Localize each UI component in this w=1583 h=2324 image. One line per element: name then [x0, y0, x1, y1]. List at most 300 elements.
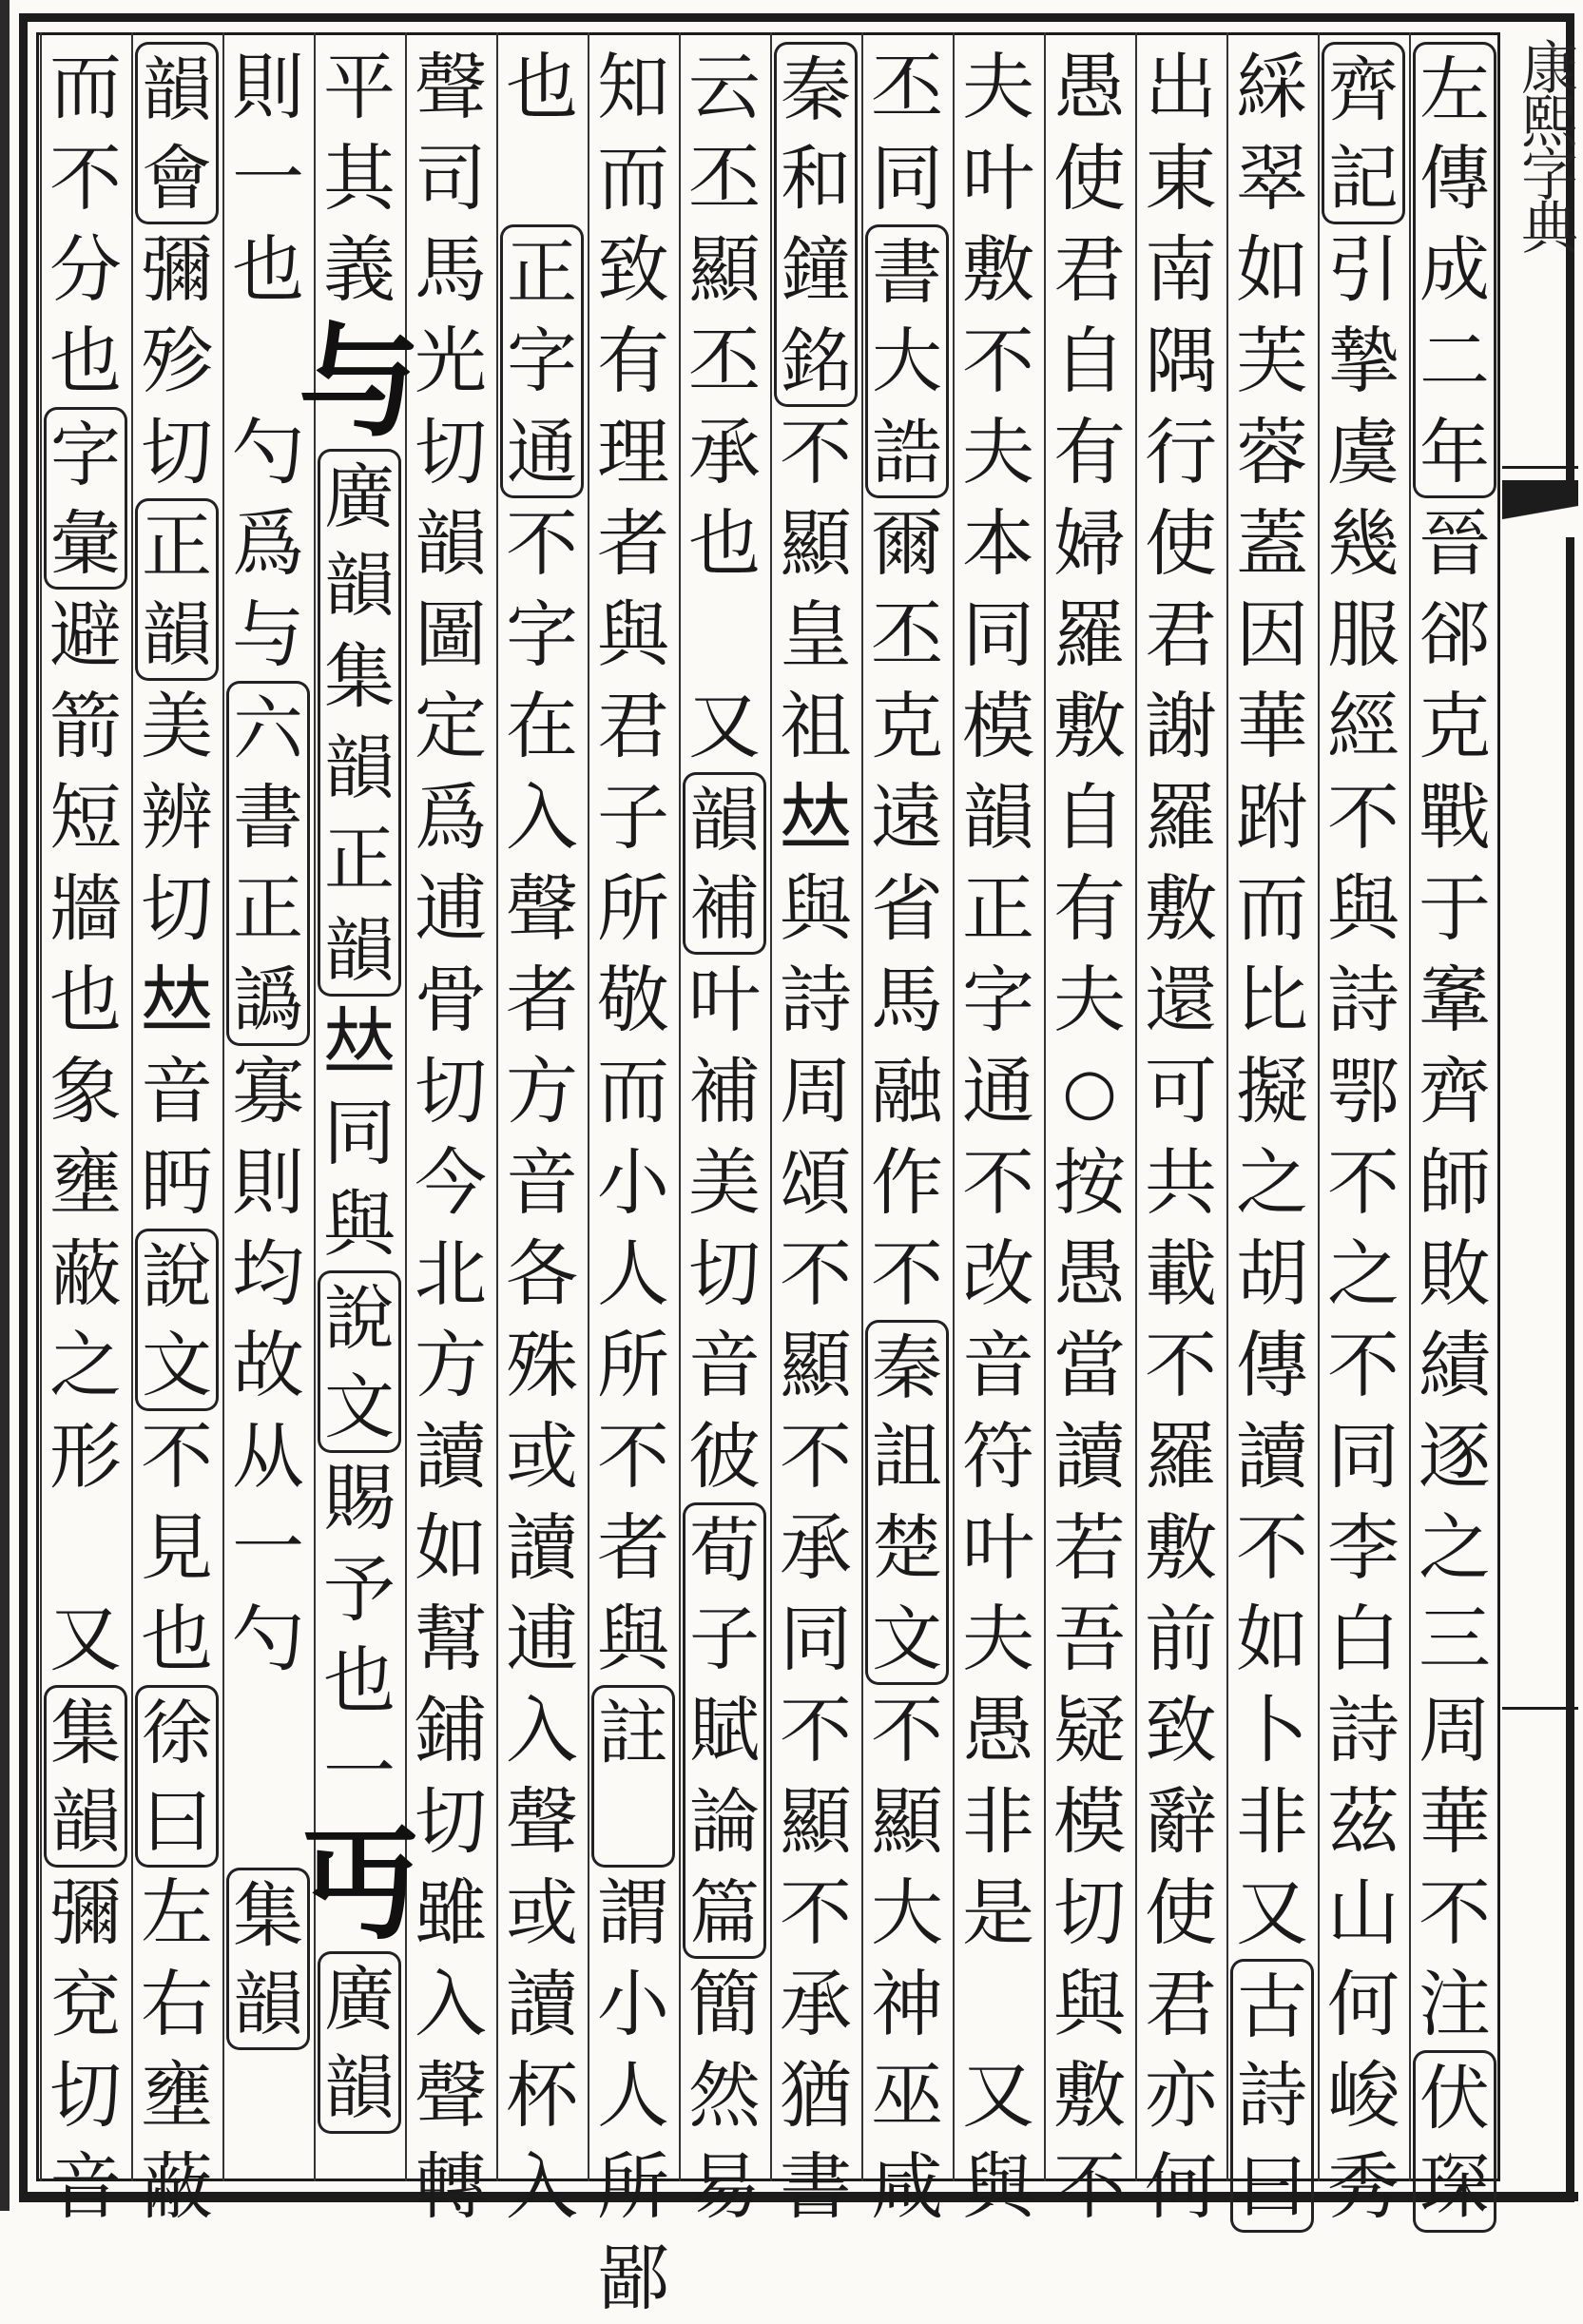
- source-citation-char: 集: [226, 1868, 310, 1959]
- text-char: 牆: [49, 866, 122, 951]
- text-char: 鋪: [415, 1688, 487, 1772]
- spacer: [222, 1776, 314, 1868]
- text-char: 也: [506, 45, 578, 129]
- text-char: 眄: [141, 1140, 213, 1225]
- text-char: 敗: [1419, 1231, 1491, 1316]
- text-char: 而: [597, 136, 669, 221]
- text-char: 敷: [1053, 684, 1126, 768]
- text-char: 致: [597, 227, 669, 312]
- text-char: 共: [1145, 1140, 1217, 1225]
- text-char: 之: [1236, 1140, 1308, 1225]
- text-char: 与: [232, 592, 304, 677]
- text-char: 入: [506, 2144, 578, 2229]
- text-char: 各: [506, 1231, 578, 1316]
- text-char: 寡: [232, 1049, 304, 1133]
- text-char: 巫: [871, 2053, 943, 2138]
- text-char: 切: [688, 1231, 761, 1316]
- source-citation-char: 子: [683, 1594, 766, 1685]
- text-char: 叶: [688, 958, 761, 1042]
- fish-tail-mark: [1502, 480, 1578, 537]
- text-char: 右: [141, 1962, 213, 2046]
- source-citation-char: 琛: [1413, 2141, 1496, 2233]
- text-char: 光: [415, 319, 487, 403]
- text-char: 傳: [1236, 1323, 1308, 1407]
- source-citation-char: 鐘: [774, 224, 858, 316]
- text-char: 或: [506, 1414, 578, 1499]
- text-char: 補: [688, 1049, 761, 1133]
- text-char: 不: [1419, 1870, 1491, 1955]
- text-char: 若: [1053, 1505, 1126, 1590]
- source-citation-char: 齊: [1322, 42, 1405, 133]
- text-column: [861, 42, 953, 2233]
- text-char: 夫: [962, 410, 1034, 494]
- text-char: 咸: [871, 2144, 943, 2229]
- text-char: 山: [1327, 1870, 1400, 1955]
- text-char: 爲: [232, 501, 304, 586]
- text-char: 音: [688, 1323, 761, 1407]
- text-char: 祖: [780, 684, 852, 768]
- text-char: 兗: [49, 1962, 122, 2046]
- source-citation-char: 韻: [226, 1959, 310, 2050]
- text-char: 卜: [1236, 1688, 1308, 1772]
- source-citation-char: 古: [1230, 1959, 1314, 2050]
- text-char: 則: [232, 45, 304, 129]
- text-char: 有: [1053, 866, 1126, 951]
- text-char: 辭: [1145, 1779, 1217, 1864]
- text-char: 北: [415, 1231, 487, 1316]
- text-char: 不: [780, 1414, 852, 1499]
- source-citation-char: 字: [500, 316, 584, 407]
- text-char: 君: [1145, 1962, 1217, 2046]
- text-column: [1226, 42, 1318, 2233]
- text-char: 不: [871, 1688, 943, 1772]
- source-citation-char: 韻: [135, 42, 219, 133]
- source-citation-char: 說: [318, 1270, 401, 1362]
- text-char: 也: [688, 501, 761, 586]
- text-char: 而: [1236, 866, 1308, 951]
- text-char: 不: [780, 1231, 852, 1316]
- margin-title: 康熙字典: [1512, 38, 1578, 251]
- text-char: 而: [49, 45, 122, 129]
- text-char: 胡: [1236, 1231, 1308, 1316]
- text-char: 有: [1053, 410, 1126, 494]
- text-char: 聲: [506, 1779, 578, 1864]
- text-char: 承: [688, 410, 761, 494]
- text-char: 壅: [49, 1140, 122, 1225]
- source-citation-char: 曰: [1230, 2141, 1314, 2233]
- text-char: 形: [49, 1414, 122, 1499]
- source-citation-char: 文: [318, 1362, 401, 1453]
- headword: 与: [298, 311, 420, 454]
- text-column: [40, 42, 131, 2233]
- text-char: 讀: [1053, 1414, 1126, 1499]
- text-column: [298, 42, 420, 2134]
- text-char: 轉: [415, 2144, 487, 2229]
- text-char: 圖: [415, 592, 487, 677]
- text-char: 切: [49, 2053, 122, 2138]
- source-citation-char: 文: [865, 1594, 949, 1685]
- source-citation-char: 韻: [683, 772, 766, 863]
- text-char: ○: [1062, 1055, 1117, 1128]
- text-char: 比: [1236, 958, 1308, 1042]
- text-char: 切: [415, 1049, 487, 1133]
- text-char: 敷: [1053, 2053, 1126, 2138]
- text-char: 戰: [1419, 775, 1491, 860]
- text-char: 顯: [780, 501, 852, 586]
- source-citation-char: 左: [1413, 42, 1496, 133]
- text-char: 爾: [871, 501, 943, 586]
- text-char: 虞: [1327, 410, 1400, 494]
- text-char: 李: [1327, 1505, 1400, 1590]
- text-char: 又: [688, 684, 761, 768]
- text-char: 顯: [780, 1323, 852, 1407]
- text-char: 省: [871, 866, 943, 951]
- text-char: 平: [323, 45, 396, 129]
- text-char: 還: [1145, 958, 1217, 1042]
- text-char: 丕: [688, 136, 761, 221]
- text-char: 師: [1419, 1140, 1491, 1225]
- text-char: 愚: [962, 1688, 1034, 1772]
- text-char: 又: [49, 1597, 122, 1681]
- source-citation-char: 詩: [1230, 2050, 1314, 2141]
- text-char: 也: [232, 227, 304, 312]
- text-char: 羅: [1145, 775, 1217, 860]
- text-char: 于: [1419, 866, 1491, 951]
- text-char: 齊: [1419, 1049, 1491, 1133]
- text-char: 敷: [962, 227, 1034, 312]
- text-char: 入: [506, 1688, 578, 1772]
- text-char: 小: [597, 1140, 669, 1225]
- text-char: 蔽: [141, 2144, 213, 2229]
- text-char: 本: [962, 501, 1034, 586]
- text-char: 服: [1327, 592, 1400, 677]
- text-char: 所: [597, 866, 669, 951]
- text-char: 理: [597, 410, 669, 494]
- text-char: 使: [1145, 1870, 1217, 1955]
- text-char: 義: [323, 227, 396, 312]
- text-char: 壅: [141, 2053, 213, 2138]
- text-char: 承: [780, 1505, 852, 1590]
- text-char: 不: [1145, 1323, 1217, 1407]
- text-char: 何: [1327, 1962, 1400, 2046]
- text-char: 周: [1419, 1688, 1491, 1772]
- text-char: 云: [688, 45, 761, 129]
- text-char: 知: [597, 45, 669, 129]
- text-char: 蓉: [1236, 410, 1308, 494]
- text-char: 殊: [506, 1323, 578, 1407]
- source-citation-char: 譌: [226, 955, 310, 1046]
- source-citation-char: 廣: [318, 1951, 401, 2043]
- text-char: 者: [597, 1505, 669, 1590]
- text-char: 克: [871, 684, 943, 768]
- text-char: 者: [597, 501, 669, 586]
- text-column: [1135, 42, 1226, 2233]
- text-char: 婦: [1053, 501, 1126, 586]
- source-citation-char: 伏: [1413, 2050, 1496, 2141]
- text-char: 音: [49, 2144, 122, 2229]
- text-char: 使: [1145, 501, 1217, 586]
- text-char: 不: [597, 1414, 669, 1499]
- text-char: 之: [1419, 1505, 1491, 1590]
- source-citation-char: 韻: [135, 590, 219, 681]
- margin-strip: [1500, 32, 1576, 2181]
- text-column: [1409, 42, 1500, 2233]
- text-char: 鄙: [597, 2236, 669, 2320]
- text-char: 切: [141, 410, 213, 494]
- text-char: 左: [141, 1870, 213, 1955]
- text-char: 非: [1236, 1779, 1308, 1864]
- source-citation-char: 徐: [135, 1685, 219, 1776]
- text-char: 有: [597, 319, 669, 403]
- text-char: 同: [1327, 1414, 1400, 1499]
- source-citation-char: 廣: [318, 449, 401, 540]
- text-char: 又: [1236, 1870, 1308, 1955]
- text-char: 方: [415, 1323, 487, 1407]
- text-char: 人: [597, 2053, 669, 2138]
- text-char: 切: [1053, 1870, 1126, 1955]
- text-char: 彌: [141, 227, 213, 312]
- text-char: 易: [688, 2144, 761, 2229]
- text-char: 不: [871, 1231, 943, 1316]
- text-char: 晉: [1419, 501, 1491, 586]
- text-char: 謝: [1145, 684, 1217, 768]
- text-char: 神: [871, 1962, 943, 2046]
- text-char: 詩: [780, 958, 852, 1042]
- text-char: 君: [597, 684, 669, 768]
- text-char: 華: [1419, 1779, 1491, 1864]
- text-char: 夫: [1053, 958, 1126, 1042]
- text-char: 謂: [597, 1870, 669, 1955]
- text-char: 顯: [780, 1779, 852, 1864]
- source-citation-char: 正: [500, 224, 584, 316]
- text-char: 與: [962, 2144, 1034, 2229]
- text-char: 見: [141, 1505, 213, 1590]
- text-column: [131, 42, 222, 2233]
- text-char: 南: [1145, 227, 1217, 312]
- text-char: 所: [597, 1323, 669, 1407]
- text-char: 詩: [1327, 1688, 1400, 1772]
- text-char: 杯: [506, 2053, 578, 2138]
- text-char: 同: [871, 136, 943, 221]
- text-char: 之: [1327, 1231, 1400, 1316]
- text-char: 箭: [49, 684, 122, 768]
- text-char: 秀: [1327, 2144, 1400, 2229]
- text-char: 正: [962, 866, 1034, 951]
- source-citation-char: 會: [135, 133, 219, 224]
- text-char: 切: [141, 866, 213, 951]
- text-char: 是: [962, 1870, 1034, 1955]
- text-char: 引: [1327, 227, 1400, 312]
- text-char: 改: [962, 1231, 1034, 1316]
- source-citation-char: [591, 1776, 675, 1868]
- margin-rule-top: [1502, 466, 1578, 469]
- source-citation-char: 秦: [774, 42, 858, 133]
- source-citation-char: 集: [44, 1685, 127, 1776]
- text-char: 與: [1327, 866, 1400, 951]
- text-char: 擬: [1236, 1049, 1308, 1133]
- text-char: 愚: [1053, 1231, 1126, 1316]
- text-char: 丕: [871, 592, 943, 677]
- text-char: 不: [780, 410, 852, 494]
- text-char: 叶: [962, 1505, 1034, 1590]
- source-citation-char: 誥: [865, 407, 949, 498]
- text-char: 不: [780, 1870, 852, 1955]
- text-char: 彼: [688, 1414, 761, 1499]
- source-citation-char: 正: [135, 498, 219, 590]
- text-char: 蔽: [49, 1231, 122, 1316]
- source-citation-char: 書: [865, 224, 949, 316]
- text-char: 載: [1145, 1231, 1217, 1316]
- text-char: 疑: [1053, 1688, 1126, 1772]
- text-char: 翠: [1236, 136, 1308, 221]
- text-column: [1044, 42, 1135, 2233]
- text-char: 短: [49, 775, 122, 860]
- headword: 丏: [298, 1813, 420, 1956]
- text-char: 美: [141, 684, 213, 768]
- text-char: 雖: [415, 1870, 487, 1955]
- text-char: 自: [1053, 775, 1126, 860]
- text-char: 避: [49, 592, 122, 677]
- text-char: 也: [49, 958, 122, 1042]
- source-citation-char: 曰: [135, 1776, 219, 1868]
- text-char: 讀: [506, 1962, 578, 2046]
- text-char: 當: [1053, 1323, 1126, 1407]
- source-citation-char: 和: [774, 133, 858, 224]
- text-char: 作: [871, 1140, 943, 1225]
- text-char: 不: [506, 501, 578, 586]
- text-char: 亦: [1145, 2053, 1217, 2138]
- text-char: 與: [597, 592, 669, 677]
- text-char: 頌: [780, 1140, 852, 1225]
- text-char: 三: [1419, 1597, 1491, 1681]
- text-char: 字: [506, 592, 578, 677]
- source-citation-char: 韻: [318, 540, 401, 631]
- source-citation-char: 大: [865, 316, 949, 407]
- text-char: 其: [323, 136, 396, 221]
- text-char: 不: [962, 319, 1034, 403]
- text-char: 骨: [415, 958, 487, 1042]
- text-column: [679, 42, 770, 2233]
- text-char: 不: [962, 1140, 1034, 1225]
- text-char: 也: [141, 1597, 213, 1681]
- text-char: 羅: [1053, 592, 1126, 677]
- text-char: 鞌: [1419, 958, 1491, 1042]
- source-citation-char: 正: [226, 863, 310, 955]
- text-column: [1318, 42, 1409, 2233]
- text-char: 𠀤: [141, 958, 213, 1042]
- text-char: 模: [962, 684, 1034, 768]
- source-citation-char: 韻: [44, 1776, 127, 1868]
- text-char: 可: [1145, 1049, 1217, 1133]
- text-char: 子: [597, 775, 669, 860]
- text-column: [770, 42, 861, 2233]
- text-char: 鄂: [1327, 1049, 1400, 1133]
- text-char: 君: [1145, 592, 1217, 677]
- text-char: 不: [1327, 1140, 1400, 1225]
- text-char: 與: [780, 866, 852, 951]
- source-citation-char: 荀: [683, 1502, 766, 1594]
- spacer: [496, 133, 588, 224]
- source-citation-char: 書: [226, 772, 310, 863]
- text-char: 按: [1053, 1140, 1126, 1225]
- text-char: 與: [323, 1182, 396, 1267]
- text-char: 皇: [780, 592, 852, 677]
- text-char: 注: [1419, 1962, 1491, 2046]
- text-char: 或: [506, 1870, 578, 1955]
- text-char: 愚: [1053, 45, 1126, 129]
- text-char: 馬: [415, 227, 487, 312]
- source-citation-char: 銘: [774, 316, 858, 407]
- text-char: 顯: [871, 1779, 943, 1864]
- text-char: 同: [323, 1091, 396, 1175]
- text-char: 書: [780, 2144, 852, 2229]
- text-char: 者: [506, 958, 578, 1042]
- text-char: 字: [962, 958, 1034, 1042]
- text-char: 丕: [871, 45, 943, 129]
- text-char: 讀: [415, 1414, 487, 1499]
- text-char: 不: [1236, 1505, 1308, 1590]
- source-citation-char: 論: [683, 1776, 766, 1868]
- text-char: 然: [688, 2053, 761, 2138]
- text-char: 如: [1236, 1597, 1308, 1681]
- text-char: 隅: [1145, 319, 1217, 403]
- text-char: 融: [871, 1049, 943, 1133]
- text-char: 象: [49, 1049, 122, 1133]
- text-char: 定: [415, 684, 487, 768]
- source-citation-char: 說: [135, 1229, 219, 1320]
- text-char: 芙: [1236, 319, 1308, 403]
- text-char: 美: [688, 1140, 761, 1225]
- text-char: 聲: [415, 2053, 487, 2138]
- text-char: 羅: [1145, 1414, 1217, 1499]
- text-char: 不: [1053, 2144, 1126, 2229]
- text-char: 音: [962, 1323, 1034, 1407]
- text-char: 爲: [415, 775, 487, 860]
- text-char: 簡: [688, 1962, 761, 2046]
- text-char: 予: [323, 1547, 396, 1632]
- source-citation-char: 韻: [318, 723, 401, 814]
- source-citation-char: 正: [318, 814, 401, 905]
- text-char: 華: [1236, 684, 1308, 768]
- spacer: [40, 1502, 131, 1594]
- text-column: [222, 42, 314, 2050]
- source-citation-char: 記: [1322, 133, 1405, 224]
- text-char: 韻: [415, 501, 487, 586]
- text-char: 一: [232, 136, 304, 221]
- text-char: 司: [415, 136, 487, 221]
- source-citation-char: 成: [1413, 224, 1496, 316]
- text-char: 如: [1236, 227, 1308, 312]
- text-char: 何: [1145, 2144, 1217, 2229]
- source-citation-char: 楚: [865, 1502, 949, 1594]
- text-char: 前: [1145, 1597, 1217, 1681]
- text-char: 承: [780, 1962, 852, 2046]
- text-char: 讀: [1236, 1414, 1308, 1499]
- text-char: 𠀤: [323, 999, 396, 1084]
- text-char: 在: [506, 684, 578, 768]
- text-char: 猶: [780, 2053, 852, 2138]
- source-citation-char: 六: [226, 681, 310, 772]
- text-char: 模: [1053, 1779, 1126, 1864]
- text-char: 今: [415, 1140, 487, 1225]
- text-char: 幾: [1327, 501, 1400, 586]
- text-char: 方: [506, 1049, 578, 1133]
- text-column: [496, 42, 588, 2233]
- text-char: 又: [962, 2053, 1034, 2138]
- text-char: 詩: [1327, 958, 1400, 1042]
- text-char: 夫: [962, 45, 1034, 129]
- text-char: 非: [962, 1779, 1034, 1864]
